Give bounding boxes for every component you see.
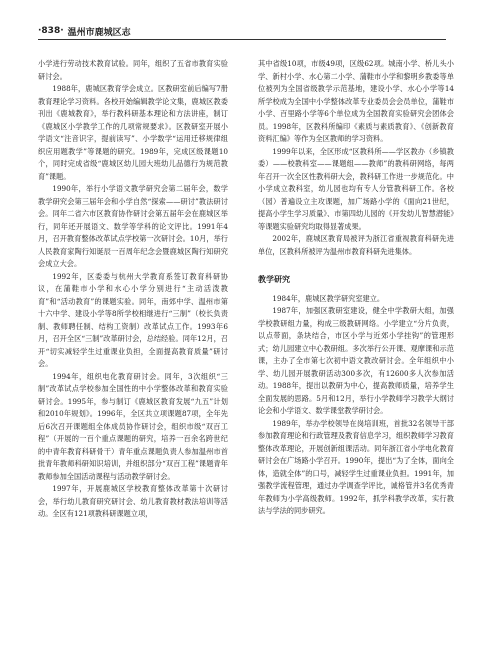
paragraph: 1994年，组织电化教育研讨会。同年，3次组织“三制”改革试点学校参加全国性的中小学整体改革和教育实验研讨会。1995年，参与制订《鹿城区教育发展“九五”计划和2010年规划》。1996年，全区共立项课题87项，全年先后6次召开课题组全体成员协作研讨会，组织市级“双百工程”（开展的一百个重点课题的研究，培养一百余名跨世纪的中青年教育科研骨干）青年重点课题负责人参加温州市首批青年教师科研知识培训，并组织部分“双百工程”课题青年教师参加全国活动课程与活动教学研讨会。 (38, 371, 228, 481)
page-number: ·838· (38, 26, 64, 36)
paragraph: 1988年，鹿城区教育学会成立。区教研室前后编写7册教育理论学习资料。各校开始编辑教学论文集，鹿城区教委刊出《鹿城教育》，举行教科研基本理论和方法讲座，制订《鹿城区小学教学工作的几项常规要求》。区教研室开展小学语文“注音识字，提前读写”、小学数学“运用迁移规律组织应用题教学”等课题的研究。1989年，完成区级课题10个，同时完成省级“鹿城区幼儿园大班幼儿品德行为规范教育”课题。 (38, 84, 228, 181)
running-header (38, 24, 131, 38)
paragraph: 小学进行劳动技术教育试验。同年，组织了五省市教育实验研讨会。 (38, 59, 228, 81)
right-column-top (258, 58, 454, 258)
right-column-bottom (258, 293, 454, 518)
paragraph: 1992年，区委委与杭州大学教育系签订教育科研协议，在蒲鞋市小学和水心小学分别进行“主动活泼教育”和“活动教育”的课题实验。同年，南郊中学、温州市第十六中学、建设小学等8所学校相继进行“三制”（校长负责制、教师聘任制、结构工资制）改革试点工作。1993年6月，召开全区“三制”改革研讨会，总结经验。同年12月，召开“切实减轻学生过重课业负担，全面提高教育质量”研讨会。 (38, 271, 228, 368)
section-heading: 教学研究 (258, 275, 290, 284)
paragraph: 1997年，开展鹿城区学校教育整体改革第十次研讨会，举行幼儿教育研究研讨会、幼儿教育教材教法培训等活动。全区有121项教科研课题立项， (38, 484, 228, 518)
paragraph: 2002年，鹿城区教育局被评为浙江省重视教育科研先进单位，区教科所被评为温州市教育科研先进集体。 (258, 234, 454, 256)
paragraph: 其中省级10项，市级49项，区级62项。城南小学、桥儿头小学、新村小学、水心第二小学、蒲鞋市小学和黎明乡教委等单位被列为全国省级教学示范基地，建设小学、水心小学等14所学校成为全国中小学整体改革专业委员会会员单位，蒲鞋市小学、百里路小学等6个单位成为全国教育实验研究会团体会员。1998年，区教科所编印《素质与素质教育》、《创新教育资料汇编》等作为全区教师的学习资料。 (258, 59, 454, 143)
paragraph: 1984年，鹿城区教学研究室建立。 (272, 293, 385, 303)
paragraph: 1987年，加强区教研室建设，健全中学教研大组，加强学校教研组力量，构成三级教研网络。小学建立“分片负责，以点带面，条块结合，市区小学与近郊小学挂钩”的管理形式；幼儿园建立中心教研组。多次举行公开课、观摩课和示范课，主办了全市第七次初中语文教改研讨会。全年组织中小学、幼儿园开展教研活动300多次，有12600多人次参加活动。1988年，提出以教研为中心，提高教师质量，培养学生全面发展的思路。5月和12月，举行小学教师学习教学大纲讨论会和小学语文、数学课堂教学研讨会。 (258, 306, 454, 415)
paragraph: 1990年，举行小学语文教学研究会第二届年会，数学教学研究会第三届年会和小学自然“探索——研讨”教法研讨会。同年二省六市区教育协作研讨会第五届年会在鹿城区举行，同年还开展语文、数学等学科的论文评比。1991年4月，召开教育整体改革试点学校第一次研讨会。10月，举行人民教育家陶行知诞辰一百周年纪念会暨鹿城区陶行知研究会成立大会。 (38, 184, 228, 268)
paragraph: 1989年，举办学校领导在岗培训班，首批32名领导干部参加教育理论和行政管理及教育信息学习，组织教师学习教育整体改革理论，开展创新组课活动。同年浙江省小学电化教育研讨会在广场路小学召开。1990年，提出“为了全体，面向全体，造就全体”的口号，减轻学生过重课业负担。1991年，加强教学流程管理，通过办学调查学评比，诚格管并3名优秀青年教师为小学高级教师。1992年，抓学科教学改革，实行教法与学法的同步研究。 (258, 418, 454, 515)
book-title: 温州市鹿城区志 (67, 27, 131, 38)
header-rule (38, 39, 446, 40)
left-column (38, 58, 228, 521)
paragraph: 1999年以来，全区形成“区教科所——学区教办（乡镇教委）——校教科室——课题组——教师”的教科研网络，每两年召开一次全区性教科研大会，教科研工作进一步规范化。中小学成立教科室，幼儿园也均有专人分管教科研工作。各校（园）普遍设立主攻课题，加广场路小学的《面向21世纪，提高小学生学习质量》、市第四幼儿园的《开发幼儿智慧潜能》等课题实验研究均取得显著成果。 (258, 146, 454, 231)
right-column (258, 58, 454, 518)
